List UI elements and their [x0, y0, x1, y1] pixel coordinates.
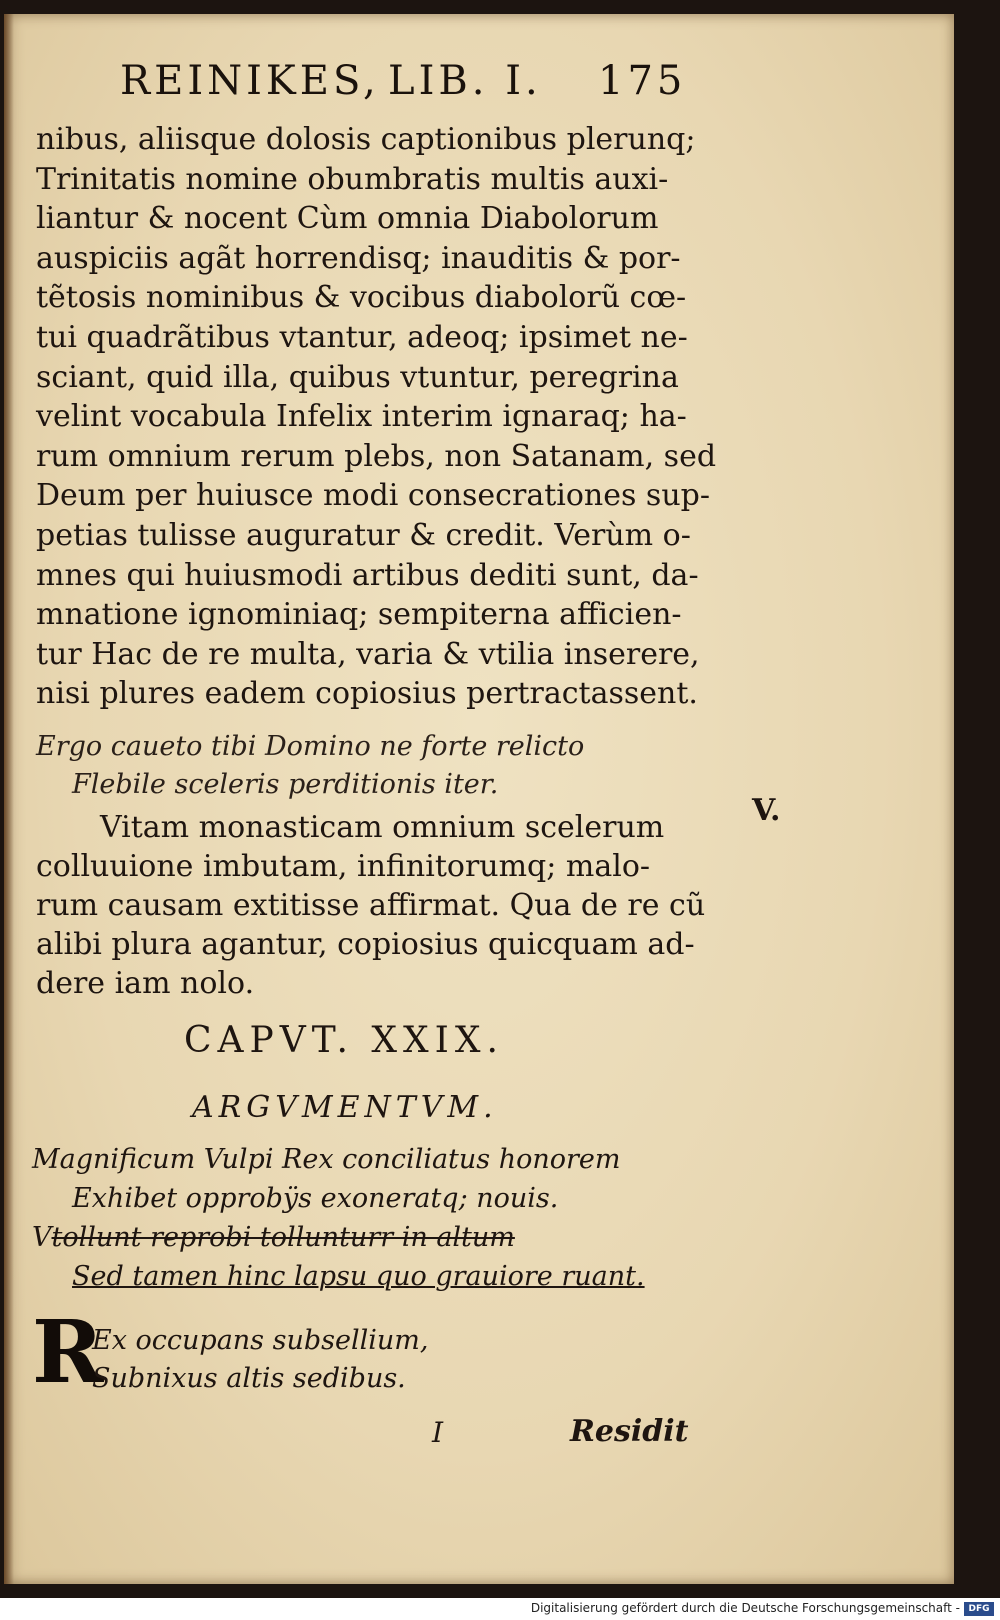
text-line: Deum per huiusce modi consecrationes sup- [36, 478, 710, 514]
second-paragraph [36, 808, 706, 1003]
struck-text: tollunt reprobi tollunturr in altum [51, 1222, 515, 1253]
verse-line: Ergo caueto tibi Domino ne forte relicto [36, 731, 585, 762]
opening-verse [92, 1322, 428, 1398]
text-line: alibi plura agantur, copiosius quicquam ad- [36, 927, 695, 962]
underlined-text: Sed tamen hinc lapsu quo grauiore ruant. [72, 1261, 645, 1292]
catchword: Residit [570, 1414, 689, 1449]
chapter-heading: CAPVT. XXIX. [184, 1020, 504, 1061]
text-line: mnes qui huiusmodi artibus dediti sunt, da- [36, 557, 699, 593]
running-head-title: REINIKES, [120, 58, 380, 104]
verse-line-underlined [32, 1257, 672, 1296]
text-line: colluuione imbutam, infinitorumq; malo- [36, 849, 651, 884]
argumentum-heading: ARGVMENTVM. [192, 1090, 498, 1125]
marginal-note: V. [752, 793, 781, 828]
verse-line: Subnixus altis sedibus. [92, 1363, 406, 1394]
text-line: mnatione ignominiaq; sempiterna afficien- [36, 597, 682, 633]
text-line: velint vocabula Infelix interim ignaraq; ha- [36, 399, 687, 435]
text-line: sciant, quid illa, quibus vtuntur, peregrina [36, 359, 679, 395]
initial-letter: V [32, 1222, 52, 1253]
text-line: nibus, aliisque dolosis captionibus plerunq; [36, 122, 696, 157]
verse-couplet [36, 728, 676, 804]
argumentum-verse [32, 1140, 672, 1296]
text-line: Trinitatis nomine obumbratis multis auxi- [36, 161, 669, 197]
text-line: tẽtosis nominibus & vocibus diabolorũ cœ- [36, 280, 687, 316]
text-line: dere iam nolo. [36, 966, 255, 1001]
text-line: petias tulisse auguratur & credit. Verùm o- [36, 517, 691, 553]
text-line: tui quadrãtibus vtantur, adeoq; ipsimet ne- [36, 319, 688, 355]
text-line: liantur & nocent Cùm omnia Diabolorum [36, 201, 659, 237]
text-line: nisi plures eadem copiosius pertractassent. [36, 676, 698, 712]
verse-line: Ex occupans subsellium, [92, 1325, 429, 1356]
verse-line: Magnificum Vulpi Rex conciliatus honorem [32, 1144, 621, 1175]
dfg-logo: DFG [964, 1602, 994, 1616]
page-spine-shadow [4, 14, 14, 1584]
body-paragraph [36, 120, 717, 714]
text-line: rum omnium rerum plebs, non Satanam, sed [36, 438, 717, 474]
digitization-credit: Digitalisierung gefördert durch die Deutsche Forschungsgemeinschaft - [530, 1601, 960, 1615]
text-line: Vitam monasticam omnium scelerum [100, 810, 665, 845]
verse-line: Exhibet opprobÿs exoneratq; nouis. [72, 1183, 559, 1214]
page-number: 175 [598, 58, 687, 104]
running-head-book: LIB. I. [388, 58, 542, 104]
drop-cap: R [32, 1302, 104, 1403]
text-line: tur Hac de re multa, varia & vtilia inserere, [36, 636, 700, 672]
text-line: auspiciis agãt horrendisq; inauditis & por- [36, 240, 681, 276]
verse-line-struck [32, 1218, 672, 1257]
text-line: rum causam extitisse affirmat. Qua de re cũ [36, 888, 706, 923]
verse-line: Flebile sceleris perditionis iter. [72, 769, 499, 800]
signature-mark: I [432, 1416, 444, 1449]
